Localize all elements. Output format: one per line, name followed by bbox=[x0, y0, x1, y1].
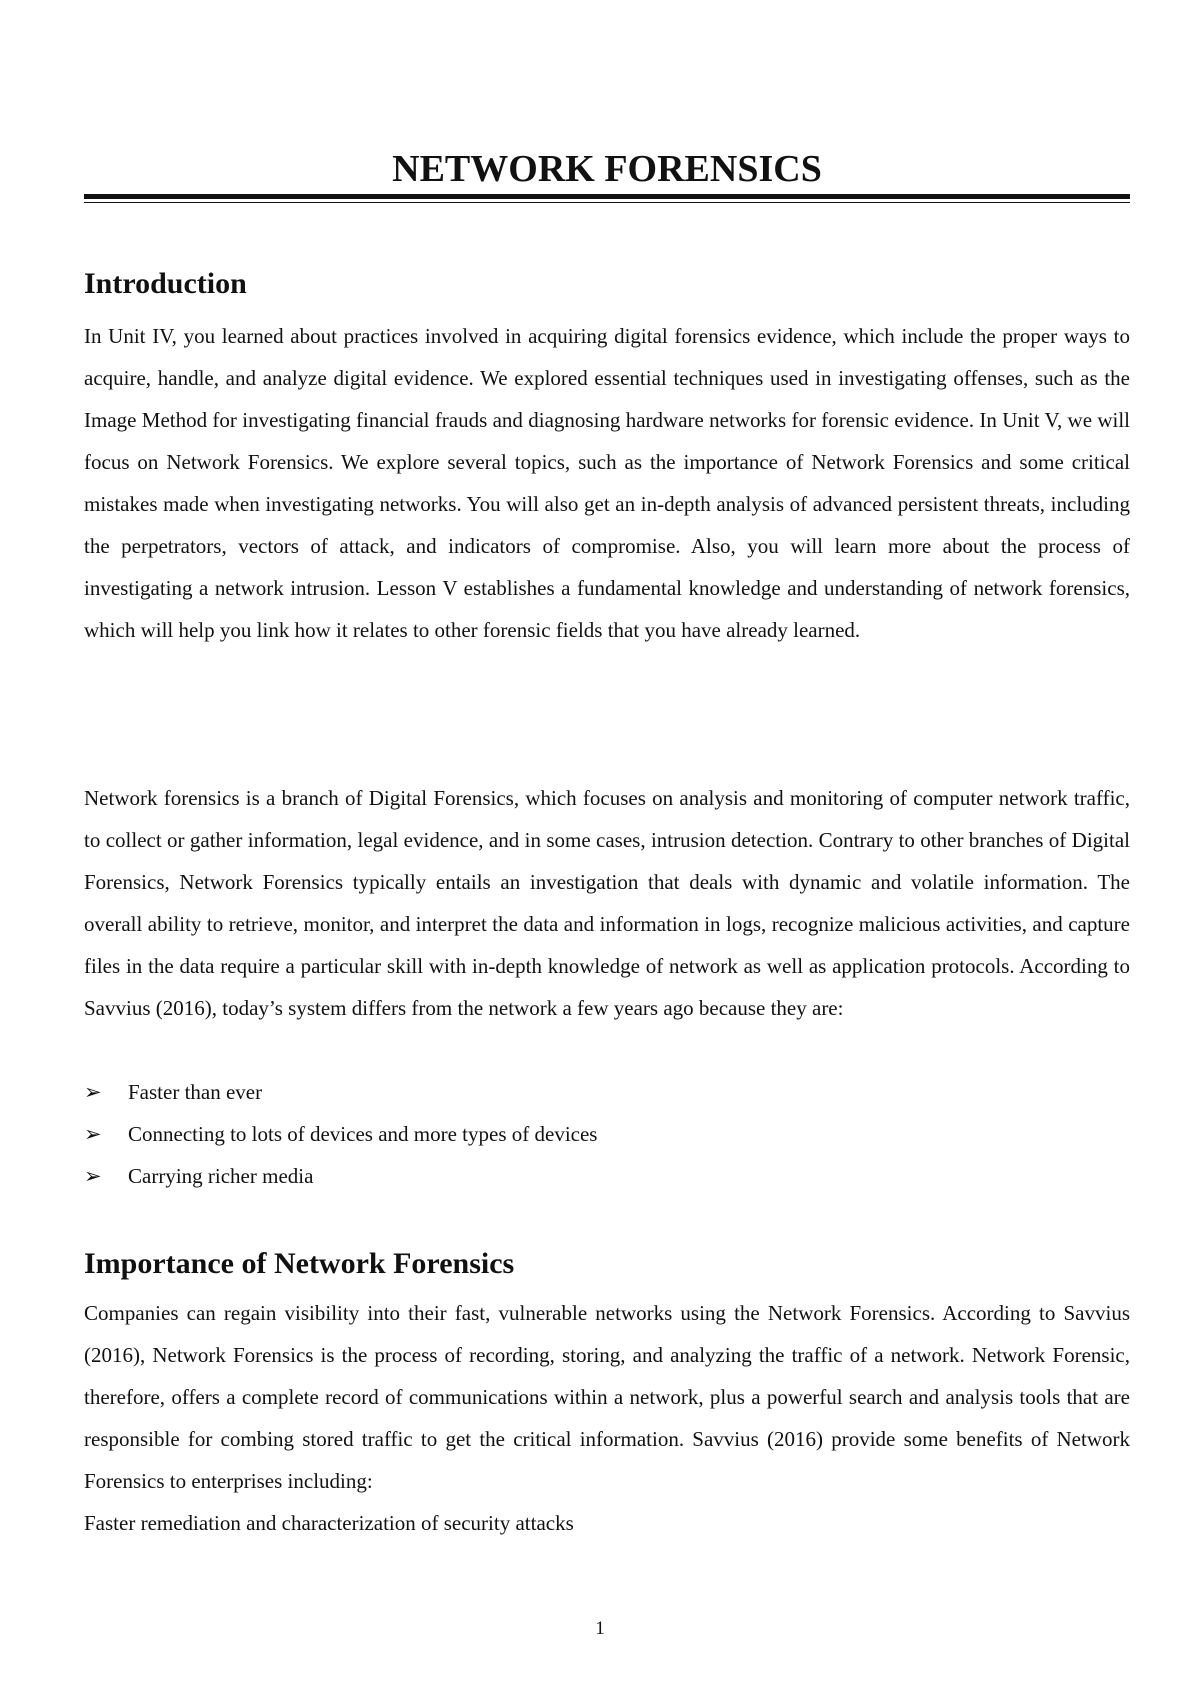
importance-paragraph: Companies can regain visibility into their fast, vulnerable networks using the Network Forensics. According to Savvius (2016), Network Forensics is the process of recording, storing, and analyzing the traffic of a network. Network Forensic, therefore, offers a complete record of communications within a network, plus a powerful search and analysis tools that are responsible for combing stored traffic to get the critical information. Savvius (2016) provide some benefits of Network Forensics to enterprises including: bbox=[84, 1301, 1130, 1493]
importance-heading: Importance of Network Forensics bbox=[84, 1247, 515, 1280]
arrowhead-bullet-icon: ➢ bbox=[84, 1164, 102, 1188]
introduction-paragraph-1: In Unit IV, you learned about practices involved in acquiring digital forensics evidence, which include the proper ways to acquire, handle, and analyze digital evidence. We explored essential techniques used in investigating offenses, such as the Image Method for investigating financial frauds and diagnosing hardware networks for forensic evidence. In Unit V, we will focus on Network Forensics. We explore several topics, such as the importance of Network Forensics and some critical mistakes made when investigating networks. You will also get an in-depth analysis of advanced persistent threats, including the perpetrators, vectors of attack, and indicators of compromise. Also, you will learn more about the process of investigating a network intrusion. Lesson V establishes a fundamental knowledge and understanding of network forensics, which will help you link how it relates to other forensic fields that you have already learned. bbox=[84, 324, 1130, 642]
list-item-text: Carrying richer media bbox=[128, 1164, 314, 1188]
bullet-list bbox=[84, 1071, 1130, 1197]
list-item-text: Faster than ever bbox=[128, 1080, 263, 1104]
list-item bbox=[84, 1155, 1130, 1197]
list-item-text: Connecting to lots of devices and more types of devices bbox=[128, 1122, 598, 1146]
page-number: 1 bbox=[595, 1618, 605, 1639]
arrowhead-bullet-icon: ➢ bbox=[84, 1122, 102, 1146]
arrowhead-bullet-icon: ➢ bbox=[84, 1080, 102, 1104]
introduction-paragraph-2: Network forensics is a branch of Digital Forensics, which focuses on analysis and monitoring of computer network traffic, to collect or gather information, legal evidence, and in some cases, intrusion detection. Contrary to other branches of Digital Forensics, Network Forensics typically entails an investigation that deals with dynamic and volatile information. The overall ability to retrieve, monitor, and interpret the data and information in logs, recognize malicious activities, and capture files in the data require a particular skill with in-depth knowledge of network as well as application protocols. According to Savvius (2016), today’s system differs from the network a few years ago because they are: bbox=[84, 786, 1130, 1020]
importance-last-line: Faster remediation and characterization of security attacks bbox=[84, 1511, 574, 1535]
list-item bbox=[84, 1071, 1130, 1113]
list-item bbox=[84, 1113, 1130, 1155]
document-title: NETWORK FORENSICS bbox=[392, 148, 822, 190]
title-rule-thick bbox=[84, 194, 1130, 199]
introduction-heading: Introduction bbox=[84, 267, 247, 300]
title-rule-thin bbox=[84, 202, 1130, 203]
